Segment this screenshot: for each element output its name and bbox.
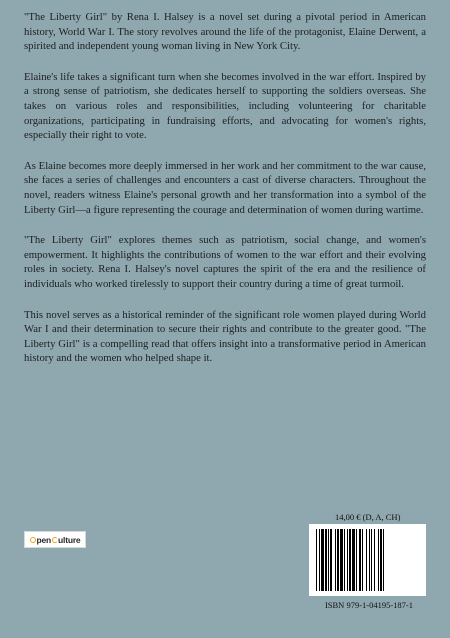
paragraph-5: This novel serves as a historical reminder of the significant role women played during World War I and their determination to secure their rights and contribute to the greater good. "The Liberty Girl" is a compelling read that offers insight into a transformative period in American history and the women who helped shape it. xyxy=(24,308,426,365)
logo-c-icon xyxy=(52,537,58,543)
logo-text-pen: pen xyxy=(36,534,52,545)
paragraph-1: "The Liberty Girl" by Rena I. Halsey is a novel set during a pivotal period in American history, World War I. The story revolves around the life of the protagonist, Elaine Derwent, a spirited and independent young woman living in New York City. xyxy=(24,11,426,53)
paragraph-2: Elaine's life takes a significant turn when she becomes involved in the war effort. Inspired by a strong sense of patriotism, she dedicates herself to supporting the soldiers overseas. She takes on various roles and responsibilities, including volunteering for charitable organizations, participating in fundraising efforts, and advocating for women's rights, especially their right to vote. xyxy=(24,70,426,142)
paragraph-3: As Elaine becomes more deeply immersed in her work and her commitment to the war cause, she faces a series of challenges and encounters a cast of diverse characters. Throughout the novel, readers witness Elaine's personal growth and her transformation into a symbol of the Liberty Girl—a figure representing the courage and determination of women during wartime. xyxy=(24,159,426,216)
barcode xyxy=(309,524,426,596)
barcode-icon xyxy=(315,529,420,591)
logo-o-icon xyxy=(30,537,36,543)
paragraph-4: "The Liberty Girl" explores themes such as patriotism, social change, and women's empowerment. It highlights the contributions of women to the war effort and their evolving roles in society. Rena I. Halsey's novel captures the spirit of the era and the resilience of individuals who worked tirelessly to support their country during a time of great turmoil. xyxy=(24,234,426,290)
isbn-label: ISBN 979-1-04195-187-1 xyxy=(324,600,414,610)
logo-text-ulture: ulture xyxy=(58,534,81,545)
description-text xyxy=(24,10,426,382)
publisher-logo xyxy=(24,531,86,548)
price-label: 14,00 € (D, A, CH) xyxy=(335,512,401,522)
